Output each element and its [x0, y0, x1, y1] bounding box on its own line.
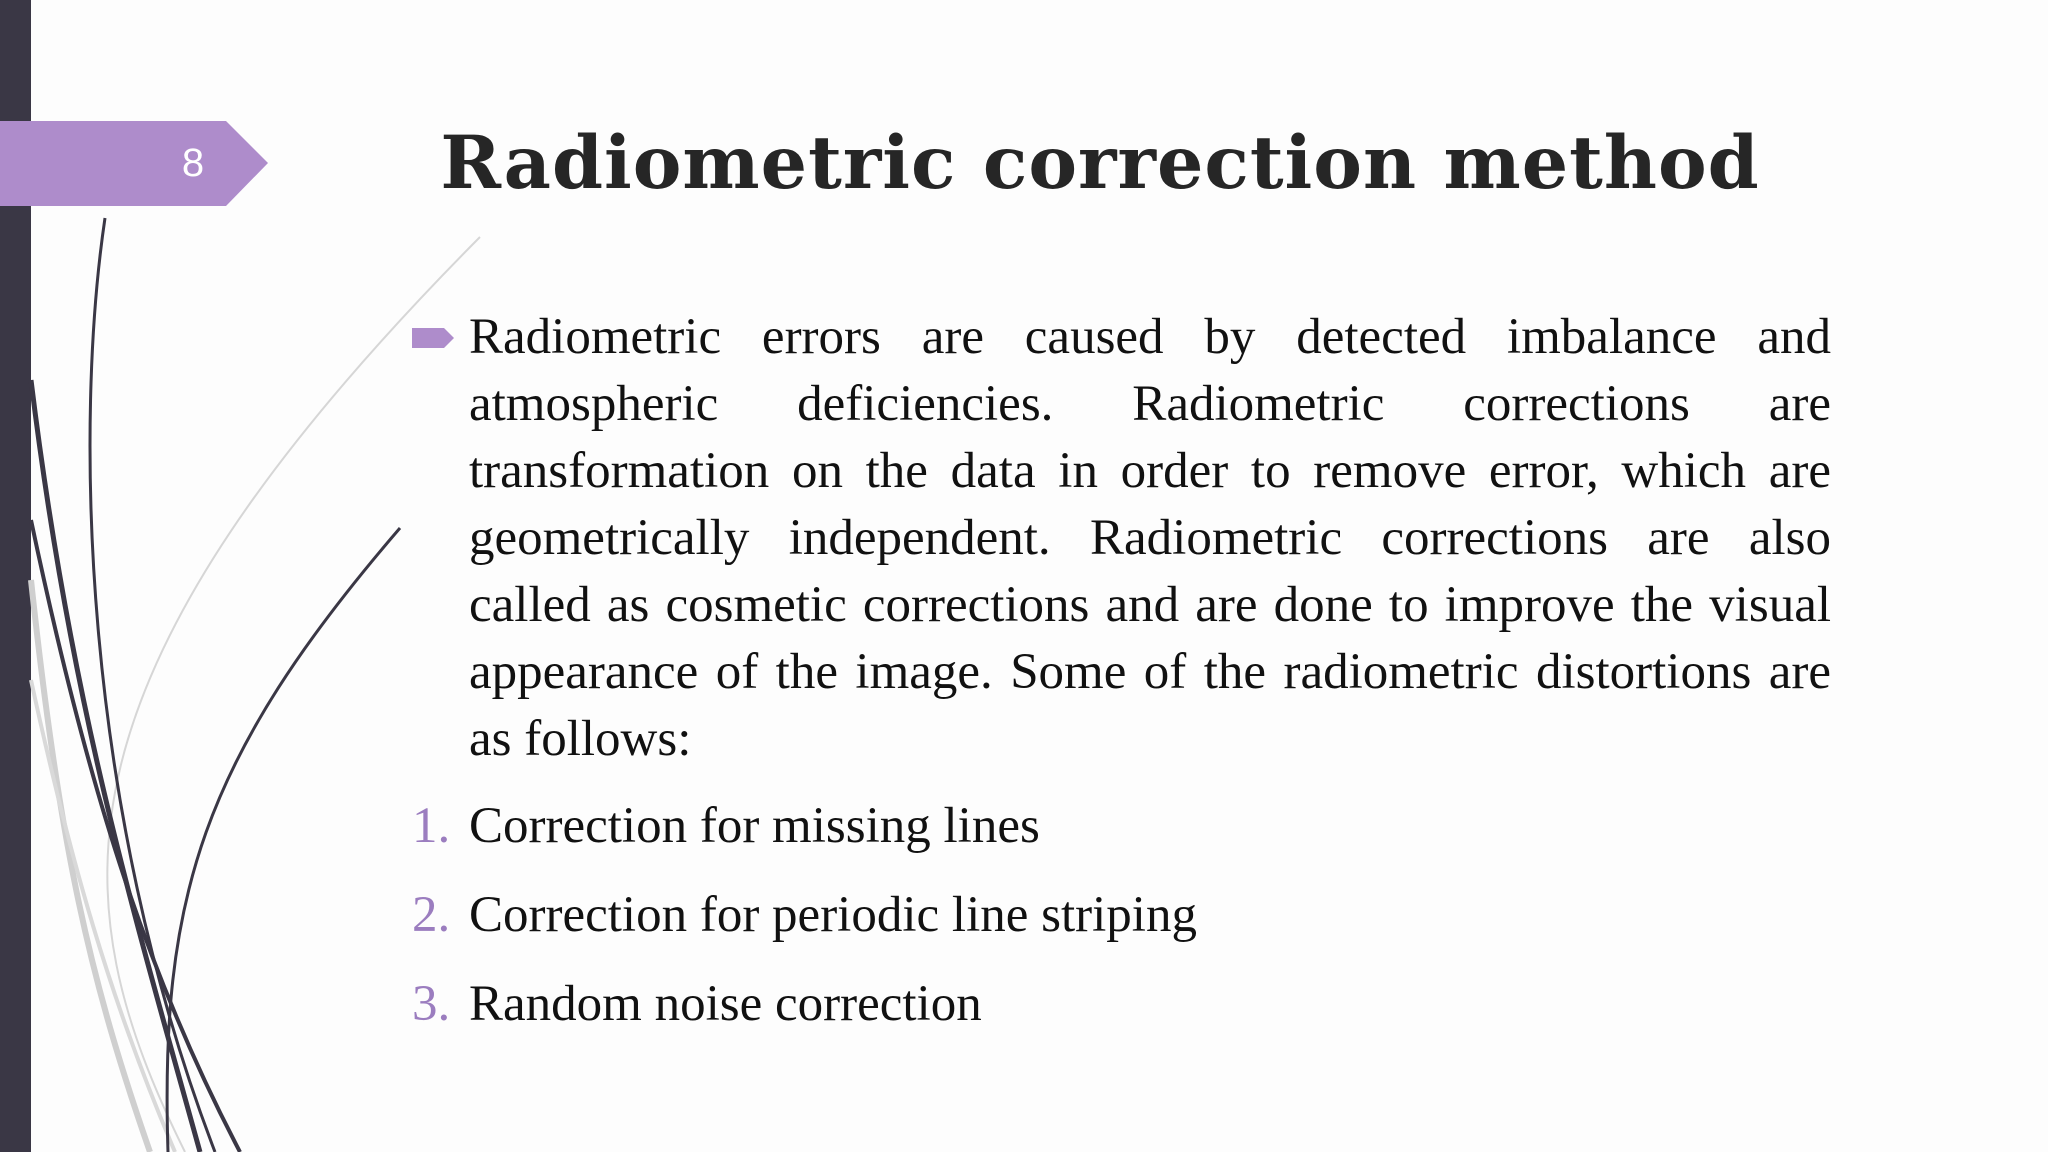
- slide-body: [412, 304, 1832, 1060]
- slide-number-tab: [0, 121, 270, 206]
- bullet-paragraph: [412, 304, 1832, 773]
- list-item: [412, 971, 1832, 1038]
- list-item-text: Correction for periodic line striping: [469, 887, 1197, 943]
- list-item-text: Random noise correction: [469, 976, 982, 1032]
- list-item: [412, 793, 1832, 860]
- arrow-bullet-icon: [412, 326, 456, 350]
- list-item: [412, 882, 1832, 949]
- distortion-list: [412, 793, 1832, 1038]
- list-item-text: Correction for missing lines: [469, 798, 1040, 854]
- list-number: 2.: [412, 887, 451, 943]
- slide-title: Radiometric correction method: [440, 120, 1760, 206]
- paragraph-text: Radiometric errors are caused by detected imbalance and atmospheric deficiencies. Radiometric corrections are transformation on the data in order to remove error, which are geometrically independent. Radiometric corrections are also called as cosmetic corrections and are done to improve the visual appearance of the image. Some of the radiometric distortions are as follows:: [469, 309, 1831, 767]
- slide-number: 8: [181, 141, 205, 185]
- list-number: 3.: [412, 976, 451, 1032]
- list-number: 1.: [412, 798, 451, 854]
